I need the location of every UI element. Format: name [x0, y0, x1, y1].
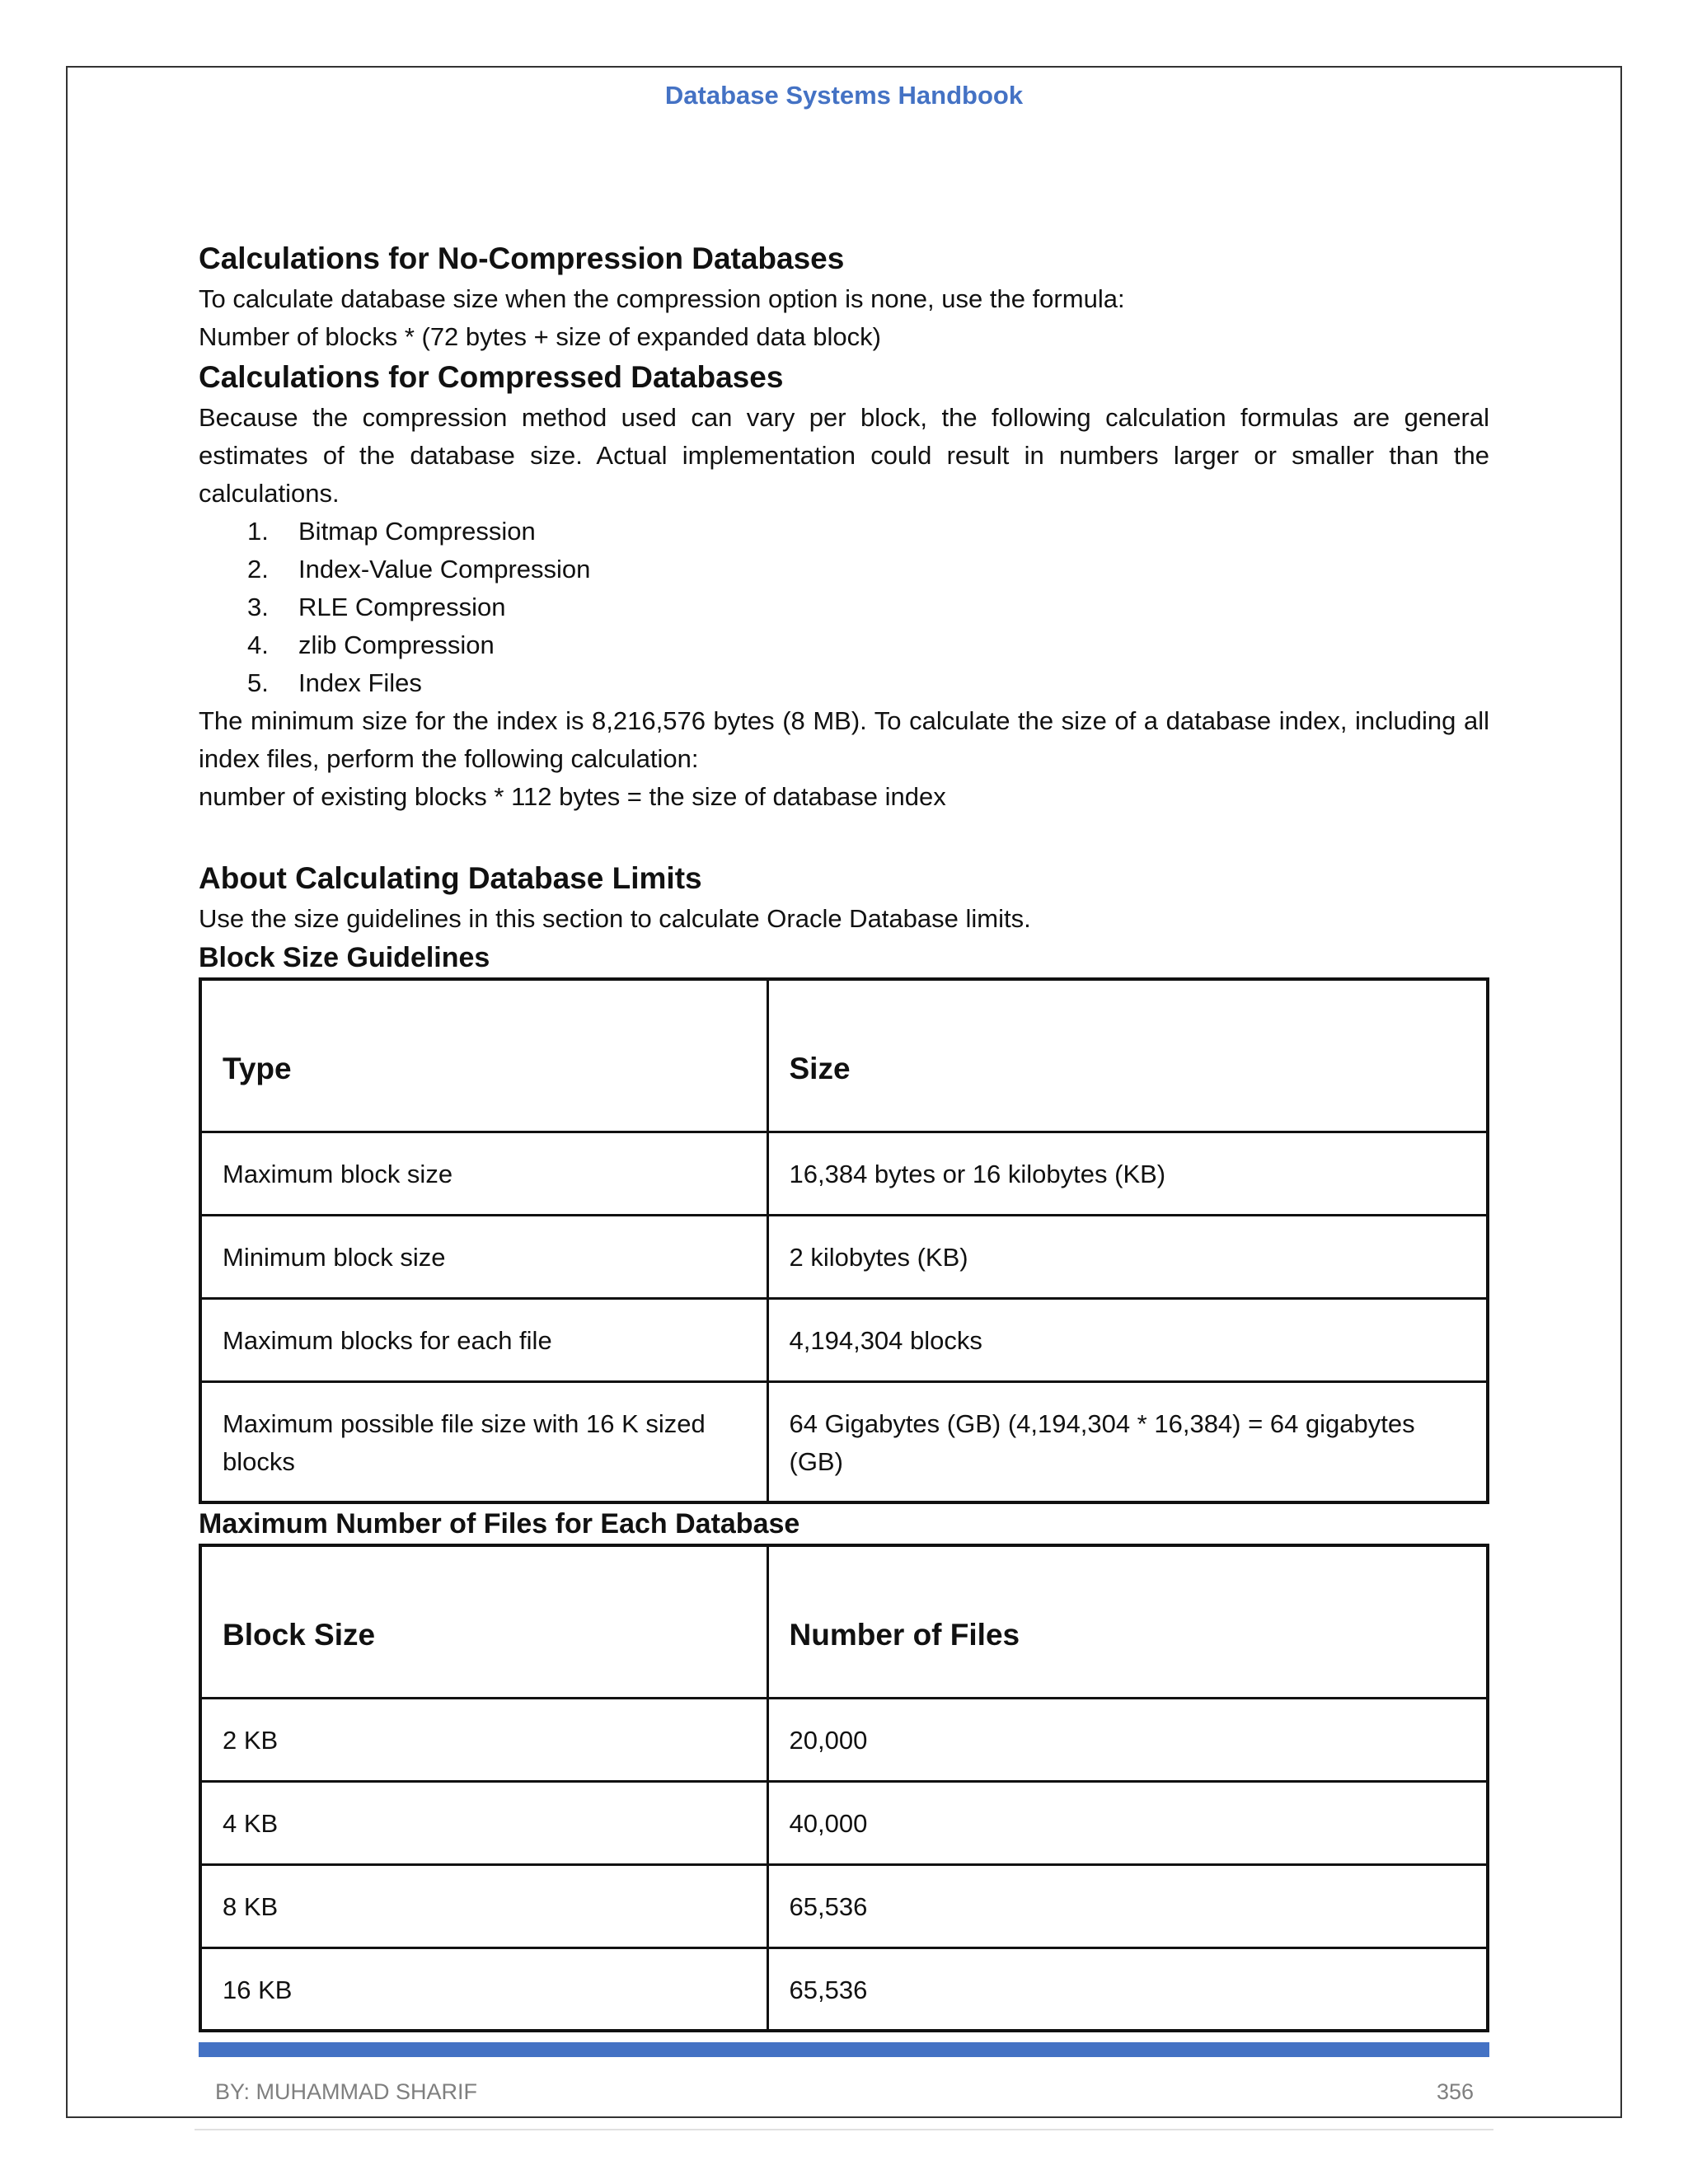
table-cell: 2 KB [200, 1698, 767, 1781]
list-item: 5. Index Files [247, 668, 422, 697]
heading-limits: About Calculating Database Limits [199, 861, 702, 895]
footer-accent-bar [199, 2042, 1489, 2057]
table-row [200, 1382, 1488, 1502]
table-row [200, 1947, 1488, 2031]
list-item: 2. Index-Value Compression [247, 555, 591, 583]
table-cell: 2 kilobytes (KB) [767, 1216, 1488, 1299]
table-row [200, 1698, 1488, 1781]
table-header-row [200, 1545, 1488, 1699]
table-cell: 65,536 [767, 1947, 1488, 2031]
column-header: Block Size [200, 1545, 767, 1699]
list-item: 3. RLE Compression [247, 593, 506, 621]
table-row [200, 1216, 1488, 1299]
table-row [200, 1781, 1488, 1864]
footer-divider [195, 2129, 1493, 2130]
no-compression-formula: Number of blocks * (72 bytes + size of expanded data block) [199, 322, 881, 351]
running-header: Database Systems Handbook [664, 81, 1024, 110]
column-header: Type [200, 979, 767, 1132]
table-cell: 16 KB [200, 1947, 767, 2031]
table-cell: Maximum block size [200, 1132, 767, 1216]
list-item: 4. zlib Compression [247, 630, 495, 659]
table-row [200, 1864, 1488, 1947]
table-row [200, 1132, 1488, 1216]
column-header: Size [767, 979, 1488, 1132]
list-item: 1. Bitmap Compression [247, 517, 536, 546]
table-cell: 20,000 [767, 1698, 1488, 1781]
table-cell: 16,384 bytes or 16 kilobytes (KB) [767, 1132, 1488, 1216]
table-cell: 64 Gigabytes (GB) (4,194,304 * 16,384) = 64 gigabytes (GB) [767, 1382, 1488, 1502]
limits-intro: Use the size guidelines in this section to calculate Oracle Database limits. [199, 904, 1031, 933]
table-cell: Maximum blocks for each file [200, 1299, 767, 1382]
heading-compressed: Calculations for Compressed Databases [199, 360, 784, 394]
compressed-intro: Because the compression method used can vary per block, the following calculation formulas are general estimates of the database size. Actual implementation could result in numbers larger or smaller than the calculations. [199, 403, 1489, 508]
heading-no-compression: Calculations for No-Compression Databases [199, 241, 845, 275]
block-size-table [199, 977, 1489, 1504]
files-table-caption: Maximum Number of Files for Each Database [199, 1507, 800, 1540]
column-header: Number of Files [767, 1545, 1488, 1699]
index-size-formula: number of existing blocks * 112 bytes = the size of database index [199, 782, 946, 811]
table-cell: 8 KB [200, 1864, 767, 1947]
compression-methods-list [199, 513, 1489, 702]
footer-author: BY: MUHAMMAD SHARIF [215, 2079, 478, 2104]
table-cell: Minimum block size [200, 1216, 767, 1299]
index-size-text: The minimum size for the index is 8,216,576 bytes (8 MB). To calculate the size of a database index, including all index files, perform the following calculation: [199, 706, 1489, 773]
table-cell: 40,000 [767, 1781, 1488, 1864]
files-per-database-table [199, 1544, 1489, 2033]
table-header-row [200, 979, 1488, 1132]
block-table-caption: Block Size Guidelines [199, 942, 490, 973]
table-cell: 4 KB [200, 1781, 767, 1864]
page-number: 356 [1436, 2079, 1474, 2104]
no-compression-text: To calculate database size when the compression option is none, use the formula: [199, 284, 1125, 313]
table-row [200, 1299, 1488, 1382]
table-cell: 65,536 [767, 1864, 1488, 1947]
table-cell: 4,194,304 blocks [767, 1299, 1488, 1382]
page-content [199, 237, 1489, 2032]
table-cell: Maximum possible file size with 16 K sized blocks [200, 1382, 767, 1502]
